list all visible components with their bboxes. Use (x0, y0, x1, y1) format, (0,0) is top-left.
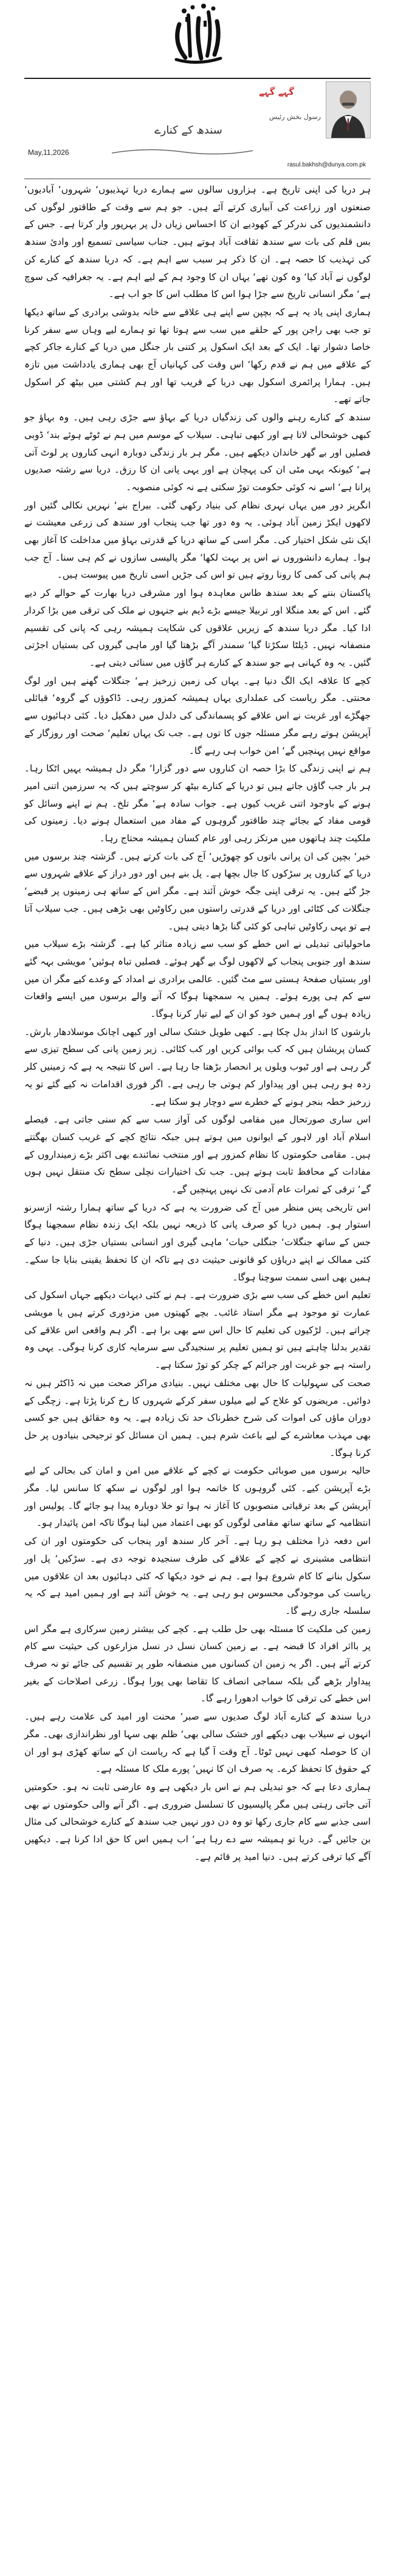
paragraph: اس ساری صورتحال میں مقامی لوگوں کی آواز سب سے کم سنی جاتی ہے۔ فیصلے اسلام آباد اور لاہور کے ایوانوں میں ہوتے ہیں جبکہ نتائج کچے کے غریب کسان بھگتتے ہیں۔ مقامی حکومتوں کا نظام کمزور ہے اور منتخب نمائندے بھی اکثر بڑے زمینداروں کے مفادات کے محافظ ثابت ہوتے ہیں۔ جب تک اختیارات نچلی سطح تک منتقل نہیں ہوں گے‘ ترقی کے ثمرات عام آدمی تک نہیں پہنچیں گے۔ (24, 1114, 371, 1195)
masthead (0, 0, 395, 72)
dunya-calligraphy-logo-icon (161, 0, 234, 67)
column-logo: گہے گہے (259, 86, 294, 97)
paragraph: اس دفعہ ذرا مختلف ہو رہا ہے۔ آخر کار سندھ اور پنجاب کی حکومتوں اور ان کی انتظامی مشینری نے کچے کے علاقے کی طرف سنجیدہ توجہ دی ہے۔ سڑکیں‘ پل اور سکول بنانے کا کام شروع ہوا ہے۔ ہم نے خود دیکھا کہ کئی دہائیوں بعد ان علاقوں میں ریاست کی موجودگی محسوس ہو رہی ہے۔ یہ خوش آئند ہے اور ہمیں امید ہے کہ یہ سلسلہ جاری رہے گا۔ (24, 1536, 371, 1616)
author-portrait-icon (326, 81, 371, 138)
paragraph: اس تاریخی پس منظر میں آج کی ضرورت یہ ہے کہ دریا کے ساتھ ہمارا رشتہ ازسرنو استوار ہو۔ ہمیں دریا کو صرف پانی کا ذریعہ نہیں بلکہ ایک زندہ نظام سمجھنا ہوگا جس کے ساتھ جنگلات‘ جنگلی حیات‘ ماہی گیری اور انسانی بستیاں جڑی ہیں۔ دنیا کے کئی ممالک نے اپنے دریاؤں کو قانونی حیثیت دی ہے تاکہ ان کا تحفظ یقینی بنایا جا سکے۔ ہمیں بھی اسی سمت سوچنا ہوگا۔ (24, 1201, 371, 1283)
paragraph: پاکستان بننے کے بعد سندھ طاس معاہدہ ہوا اور مشرقی دریا بھارت کے حوالے کر دیے گئے۔ اس کے بعد منگلا اور تربیلا جیسے بڑے ڈیم بنے جنہوں نے ملک کی ترقی میں بڑا کردار ادا کیا۔ مگر دریا سندھ کے زیریں علاقوں کی شکایت ہمیشہ رہی کہ پانی کی تقسیم منصفانہ نہیں۔ ڈیلٹا سکڑتا گیا‘ سمندر آگے بڑھتا گیا اور ماہی گیروں کی بستیاں اجڑتی گئیں۔ یہ وہ کہانی ہے جو سندھ کے کنارے ہر گاؤں میں سنائی دیتی ہے۔ (24, 587, 371, 668)
paragraph: ہماری اپنی یاد یہ ہے کہ بچپن سے اپنے ہی علاقے سے خانہ بدوشی برادری کے ساتھ دیکھا تو جب بھی راجن پور کے حلقے میں سب سے ہوتا تھا تو ہمارے لیے وہاں سے سفر کرنا خاصا دشوار تھا۔ ایک کے بعد ایک اسکول پر کتنی بار جنگل میں دریا کے کنارے جاکر کچے کے علاقے میں ہم نے قدم رکھا‘ اس وقت کی کہانیاں آج بھی ہماری یادداشت میں تازہ ہیں۔ ہمارا پرائمری اسکول بھی دریا کے قریب تھا اور ہم کشتی میں بیٹھ کر اسکول جاتے تھے۔ (24, 306, 371, 405)
author-email[interactable]: rasul.bakhsh@dunya.com.pk (287, 162, 366, 168)
paragraph: بارشوں کا انداز بدل چکا ہے۔ کبھی طویل خشک سالی اور کبھی اچانک موسلادھار بارش۔ کسان پریشان ہیں کہ کب بوائی کریں اور کب کٹائی۔ زیر زمین پانی کی سطح تیزی سے گر رہی ہے اور ٹیوب ویلوں پر انحصار بڑھتا جا رہا ہے۔ اس کا نتیجہ یہ ہے کہ زمینیں کلر زدہ ہو رہی ہیں اور پیداوار کم ہوتی جا رہی ہے۔ اگر فوری اقدامات نہ کیے گئے تو یہ زرخیز خطہ بنجر ہونے کے خطرے سے دوچار ہو سکتا ہے۔ (24, 1026, 371, 1107)
paragraph: ماحولیاتی تبدیلی نے اس خطے کو سب سے زیادہ متاثر کیا ہے۔ گزشتہ بڑے سیلاب میں سندھ اور جنوبی پنجاب کے لاکھوں لوگ بے گھر ہوئے۔ فصلیں تباہ ہوئیں‘ مویشی بہہ گئے اور بستیاں صفحۂ ہستی سے مٹ گئیں۔ عالمی برادری نے امداد کے وعدے کیے مگر ان میں سے کم ہی پورے ہوئے۔ ہمیں یہ سمجھنا ہوگا کہ آنے والے برسوں میں ایسے واقعات زیادہ ہوں گے اور ہمیں خود کو ان کے لیے تیار کرنا ہوگا۔ (24, 938, 371, 1020)
article-body (24, 181, 371, 2562)
byline (24, 80, 371, 177)
masthead-divider (24, 78, 371, 79)
paragraph: ہر دریا کی اپنی تاریخ ہے۔ ہزاروں سالوں سے ہمارے دریا تہذیبوں‘ شہروں‘ آبادیوں‘ صنعتوں اور زراعت کی آبیاری کرتے آئے ہیں۔ جو ہم سے وقت کے طاقتور لوگوں کی دانشمندیوں کی ندرکر کے کھودیے ان کا احساس زیاں دل پر بہرپور وار کرتا ہے۔ جس کے بس قلم کی بات سے سندھ ثقافت آباد ہوتے ہیں۔ جناب سیاسی تسمیع اور وادئ سندھ کی تہذیب کا حصہ ہے۔ ان کا ذکر ہر سبب سے اہم ہے۔ کہ دریا سندھ کے کنارے کن لوگوں نے آباد کیا‘ وہ کون تھے‘ یہاں ان کا وجود ہم کے لیے اہم ہے۔ یہ جغرافیہ کی سوچ ہے‘ مگر انسانی تاریخ سے جڑا ہوا اس کا مطلب اس کا جو اب ہے۔ (24, 184, 371, 300)
publish-date: May,11,2026 (28, 148, 69, 157)
author-name: رسول بخش رئیس (269, 113, 321, 121)
paragraph: خیر‘ بچپن کی ان پرانی باتوں کو چھوڑیں‘ آج کی بات کرتے ہیں۔ گزشتہ چند برسوں میں دریا کے کناروں پر سڑکوں کا جال بچھا ہے۔ پل بنے ہیں اور دور دراز کے علاقے شہروں سے جڑ گئے ہیں۔ یہ ترقی اپنی جگہ خوش آئند ہے۔ مگر اس کے ساتھ ہی زمینوں پر قبضے‘ جنگلات کی کٹائی اور دریا کے قدرتی راستوں میں رکاوٹیں بھی بڑھی ہیں۔ جب سیلاب آتا ہے تو یہی رکاوٹیں تباہی کو کئی گنا بڑھا دیتی ہیں۔ (24, 850, 371, 932)
paragraph: دریا سندھ کے کنارے آباد لوگ صدیوں سے صبر‘ محنت اور امید کی علامت رہے ہیں۔ انہوں نے سیلاب بھی دیکھے اور خشک سالی بھی‘ ظلم بھی سہا اور نظراندازی بھی۔ مگر ان کا حوصلہ کبھی نہیں ٹوٹا۔ آج وقت آ گیا ہے کہ ریاست ان کے ساتھ کھڑی ہو اور ان کے حقوق کا تحفظ کرے۔ یہ صرف ان کا نہیں‘ پورے ملک کا مسئلہ ہے۔ (24, 1711, 371, 1775)
paragraph: سندھ کے کنارے رہنے والوں کی زندگیاں دریا کے بہاؤ سے جڑی رہی ہیں۔ وہ بہاؤ جو کبھی خوشحالی لاتا ہے اور کبھی تباہی۔ سیلاب کے موسم میں ہم نے ٹوٹے ہوئے بند‘ ڈوبی فصلیں اور بے گھر خاندان دیکھے ہیں۔ مگر ہر بار زندگی دوبارہ انہی کناروں پر لوٹ آتی ہے‘ کیونکہ یہی مٹی ان کی پہچان ہے اور یہی پانی ان کا رزق۔ دریا سے رشتہ صدیوں پرانا ہے‘ اسے نہ کوئی حکومت توڑ سکتی ہے نہ کوئی منصوبہ۔ (24, 412, 371, 493)
paragraph: ہم نے اپنی زندگی کا بڑا حصہ ان کناروں سے دور گزارا‘ مگر دل ہمیشہ یہیں اٹکا رہا۔ ہر بار جب گاؤں جاتے ہیں تو دریا کے کنارے بیٹھ کر سوچتے ہیں کہ یہ سرزمین اتنی امیر ہونے کے باوجود اتنی غریب کیوں ہے۔ جواب سادہ ہے‘ مگر تلخ۔ ہم نے اپنے وسائل کو قومی مفاد کے بجائے چند طاقتور گروہوں کے مفاد میں استعمال ہونے دیا۔ زمینوں کی ملکیت چند ہاتھوں میں مرتکز رہی اور عام کسان ہمیشہ محتاج رہا۔ (24, 763, 371, 844)
paragraph: حالیہ برسوں میں صوبائی حکومت نے کچے کے علاقے میں امن و امان کی بحالی کے لیے بڑے آپریشن کیے۔ کئی گروہوں کا خاتمہ ہوا اور لوگوں نے سکھ کا سانس لیا۔ مگر آپریشن کے بعد ترقیاتی منصوبوں کا آغاز نہ ہوا تو خلا دوبارہ پیدا ہو جائے گا۔ پولیس اور انتظامیہ کے ساتھ ساتھ مقامی لوگوں کو بھی اعتماد میں لینا ہوگا تاکہ امن پائیدار ہو۔ (24, 1465, 371, 1529)
paragraph: ہماری دعا ہے کہ جو تبدیلی ہم نے اس بار دیکھی ہے وہ عارضی ثابت نہ ہو۔ حکومتیں آتی جاتی رہتی ہیں مگر پالیسیوں کا تسلسل ضروری ہے۔ اگر آنے والی حکومتوں نے بھی اسی جذبے سے کام جاری رکھا تو وہ دن دور نہیں جب سندھ کے کنارے خوشحالی کی مثال بن جائیں گے۔ دریا تو ہمیشہ سے دے رہا ہے‘ اب ہمیں اس کا حق ادا کرنا ہے۔ دیکھیں آگے کیا ترقی کرتے ہیں۔ دنیا امید پر قائم ہے۔ (24, 1781, 371, 1862)
column-title: سندھ کے کنارے (154, 124, 222, 137)
title-swash-icon (109, 146, 255, 157)
paragraph: انگریز دور میں یہاں نہری نظام کی بنیاد رکھی گئی۔ بیراج بنے‘ نہریں نکالی گئیں اور لاکھوں ایکڑ زمین آباد ہوئی۔ یہ وہ دور تھا جب پنجاب اور سندھ کی زرعی معیشت نے ایک نئی شکل اختیار کی۔ مگر اسی کے ساتھ دریا کے قدرتی بہاؤ میں مداخلت کا آغاز بھی ہوا۔ ہمارے دانشوروں نے اس پر بہت لکھا‘ مگر پالیسی سازوں نے کم ہی سنا۔ آج جب ہم پانی کی کمی کا رونا روتے ہیں تو اس کی جڑیں اسی تاریخ میں پیوست ہیں۔ (24, 499, 371, 581)
paragraph: تعلیم اس خطے کی سب سے بڑی ضرورت ہے۔ ہم نے کئی دیہات دیکھے جہاں اسکول کی عمارت تو موجود ہے مگر استاد غائب۔ بچے کھیتوں میں مزدوری کرتے ہیں یا مویشی چراتے ہیں۔ لڑکیوں کی تعلیم کا حال اس سے بھی برا ہے۔ اگر ہم واقعی اس علاقے کی تقدیر بدلنا چاہتے ہیں تو ہمیں تعلیم پر سنجیدگی سے سرمایہ کاری کرنا ہوگی۔ یہی وہ راستہ ہے جو غربت اور جرائم کے چکر کو توڑ سکتا ہے۔ (24, 1290, 371, 1371)
paragraph: زمین کی ملکیت کا مسئلہ بھی حل طلب ہے۔ کچے کی بیشتر زمین سرکاری ہے مگر اس پر بااثر افراد کا قبضہ ہے۔ بے زمین کسان نسل در نسل مزارعوں کی حیثیت سے کام کرتے آئے ہیں۔ اگر یہ زمین ان کسانوں میں منصفانہ طور پر تقسیم کی جائے تو نہ صرف پیداوار بڑھے گی بلکہ سماجی انصاف کا تقاضا بھی پورا ہوگا۔ زرعی اصلاحات کے بغیر اس خطے کی ترقی کا خواب ادھورا رہے گا۔ (24, 1623, 371, 1704)
paragraph: صحت کی سہولیات کا حال بھی مختلف نہیں۔ بنیادی مراکز صحت میں نہ ڈاکٹر ہیں نہ دوائیں۔ مریضوں کو علاج کے لیے میلوں سفر کرکے شہروں کا رخ کرنا پڑتا ہے۔ زچگی کے دوران ماؤں کی اموات کی شرح خطرناک حد تک زیادہ ہے۔ یہ وہ حقائق ہیں جو کسی بھی مہذب معاشرے کے لیے باعث شرم ہیں۔ ہمیں ان مسائل کو ترجیحی بنیادوں پر حل کرنا ہوگا۔ (24, 1377, 371, 1458)
paragraph: کچے کا علاقہ ایک الگ دنیا ہے۔ یہاں کی زمین زرخیز ہے‘ جنگلات گھنے ہیں اور لوگ محنتی۔ مگر ریاست کی عملداری یہاں ہمیشہ کمزور رہی۔ ڈاکوؤں کے گروہ‘ قبائلی جھگڑے اور غربت نے اس علاقے کو پسماندگی کی دلدل میں دھکیل دیا۔ کئی دہائیوں سے آپریشن ہوتے رہے مگر مسئلہ جوں کا توں ہے۔ جب تک یہاں تعلیم‘ صحت اور روزگار کے مواقع نہیں پہنچیں گے‘ امن خواب ہی رہے گا۔ (24, 675, 371, 756)
